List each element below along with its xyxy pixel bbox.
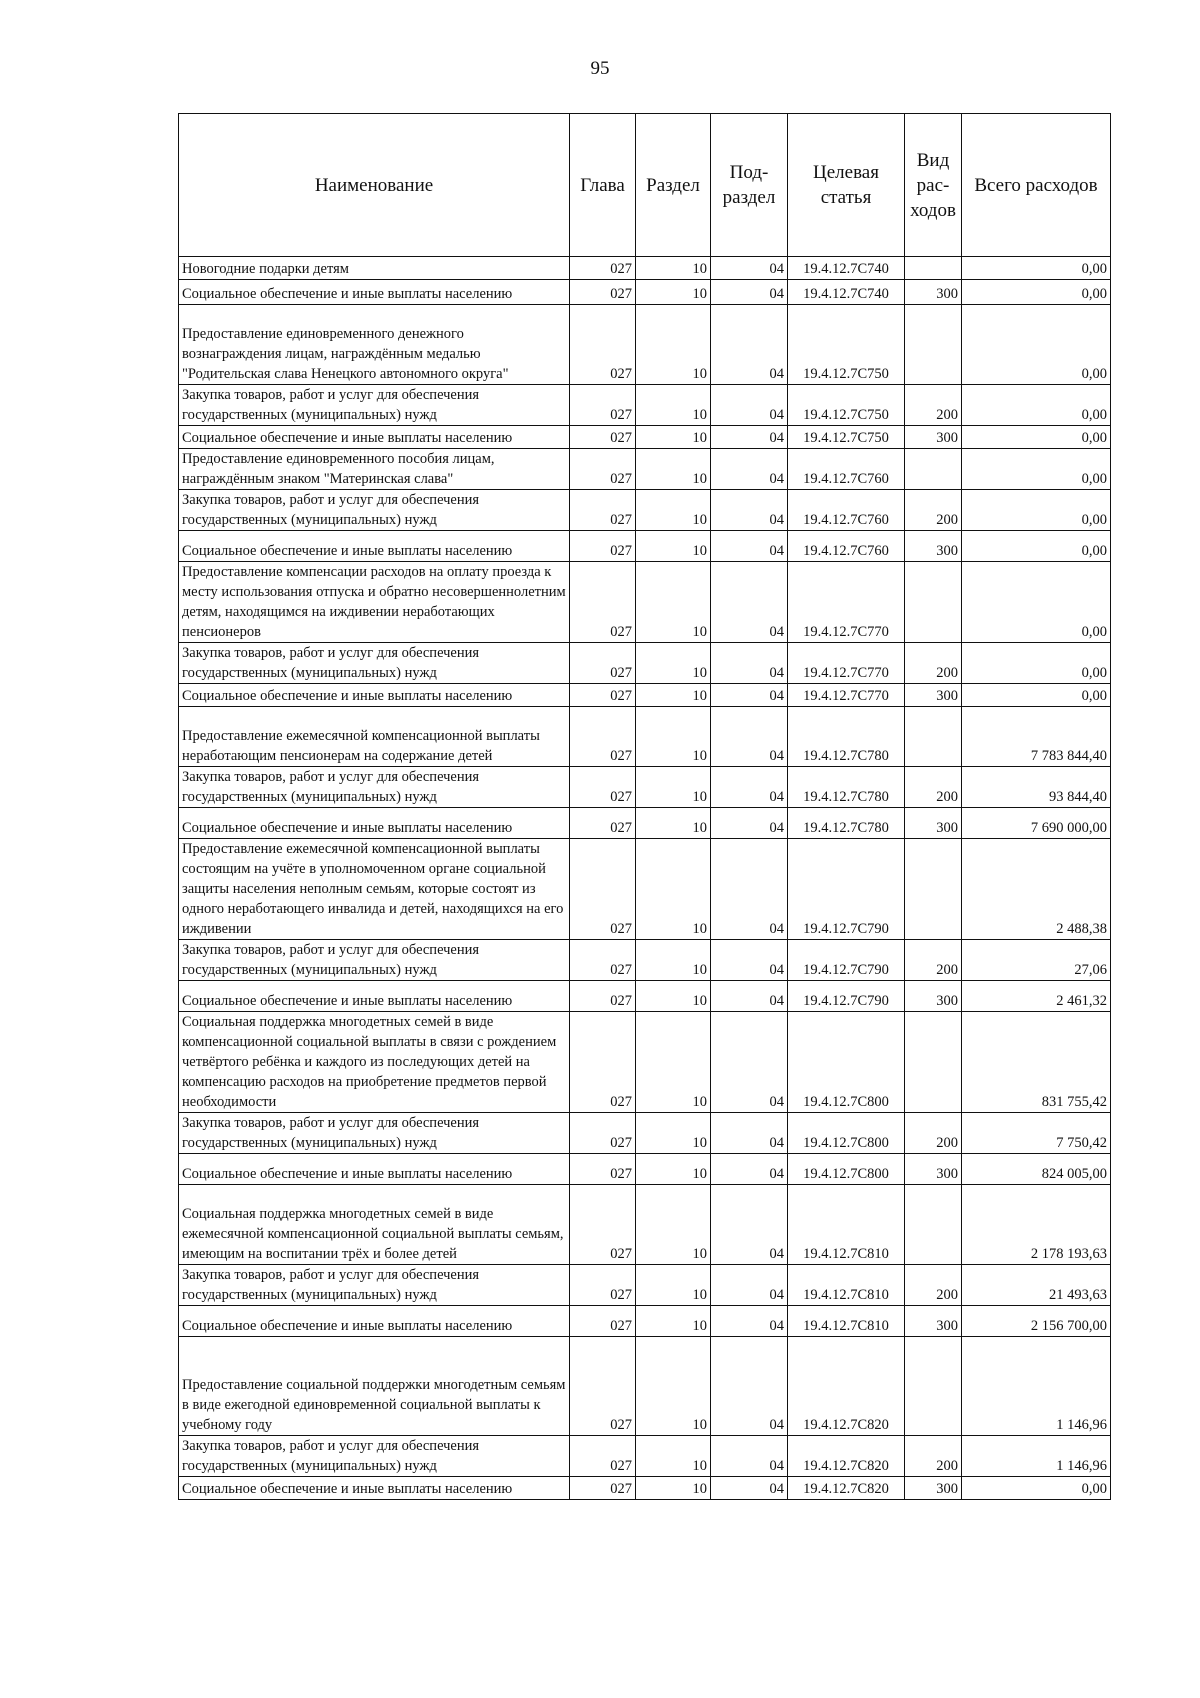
cell-glava: 027	[570, 257, 636, 280]
cell-total: 0,00	[962, 257, 1111, 280]
cell-total: 7 690 000,00	[962, 808, 1111, 839]
header-podrazdel: Под- раздел	[711, 114, 788, 257]
cell-celevaya: 19.4.12.7С810	[788, 1265, 905, 1306]
cell-total: 0,00	[962, 1477, 1111, 1500]
cell-celevaya: 19.4.12.7С780	[788, 707, 905, 767]
cell-vid: 300	[905, 531, 962, 562]
cell-total: 0,00	[962, 426, 1111, 449]
cell-celevaya: 19.4.12.7С820	[788, 1337, 905, 1436]
cell-vid: 200	[905, 490, 962, 531]
cell-glava: 027	[570, 449, 636, 490]
cell-podrazdel: 04	[711, 1185, 788, 1265]
header-row	[179, 114, 1111, 257]
cell-razdel: 10	[636, 426, 711, 449]
table-row	[179, 643, 1111, 684]
cell-name: Социальное обеспечение и иные выплаты населению	[179, 684, 570, 707]
cell-razdel: 10	[636, 981, 711, 1012]
cell-celevaya: 19.4.12.7С770	[788, 643, 905, 684]
cell-celevaya: 19.4.12.7С800	[788, 1154, 905, 1185]
cell-name: Социальное обеспечение и иные выплаты населению	[179, 1477, 570, 1500]
cell-celevaya: 19.4.12.7С740	[788, 280, 905, 305]
cell-name: Социальное обеспечение и иные выплаты населению	[179, 426, 570, 449]
cell-razdel: 10	[636, 808, 711, 839]
cell-total: 21 493,63	[962, 1265, 1111, 1306]
cell-name: Закупка товаров, работ и услуг для обеспечения государственных (муниципальных) нужд	[179, 490, 570, 531]
cell-celevaya: 19.4.12.7С810	[788, 1306, 905, 1337]
cell-podrazdel: 04	[711, 257, 788, 280]
header-vid: Вид рас- ходов	[905, 114, 962, 257]
table-row	[179, 305, 1111, 385]
cell-glava: 027	[570, 1113, 636, 1154]
cell-vid	[905, 257, 962, 280]
cell-glava: 027	[570, 1012, 636, 1113]
header-name: Наименование	[179, 114, 570, 257]
cell-name: Закупка товаров, работ и услуг для обеспечения государственных (муниципальных) нужд	[179, 940, 570, 981]
cell-glava: 027	[570, 981, 636, 1012]
cell-vid: 300	[905, 1154, 962, 1185]
cell-glava: 027	[570, 643, 636, 684]
cell-podrazdel: 04	[711, 562, 788, 643]
cell-podrazdel: 04	[711, 305, 788, 385]
cell-glava: 027	[570, 767, 636, 808]
cell-vid	[905, 1185, 962, 1265]
cell-razdel: 10	[636, 449, 711, 490]
cell-total: 824 005,00	[962, 1154, 1111, 1185]
cell-total: 0,00	[962, 490, 1111, 531]
cell-vid: 300	[905, 426, 962, 449]
cell-glava: 027	[570, 1306, 636, 1337]
table-row	[179, 1337, 1111, 1436]
cell-name: Социальное обеспечение и иные выплаты населению	[179, 1306, 570, 1337]
cell-glava: 027	[570, 426, 636, 449]
cell-celevaya: 19.4.12.7С780	[788, 808, 905, 839]
cell-podrazdel: 04	[711, 940, 788, 981]
table-row	[179, 562, 1111, 643]
cell-podrazdel: 04	[711, 839, 788, 940]
cell-vid: 200	[905, 767, 962, 808]
cell-name: Социальное обеспечение и иные выплаты населению	[179, 1154, 570, 1185]
cell-podrazdel: 04	[711, 684, 788, 707]
table-row	[179, 808, 1111, 839]
cell-razdel: 10	[636, 1306, 711, 1337]
cell-name: Социальная поддержка многодетных семей в виде ежемесячной компенсационной социальной выплаты семьям, имеющим на воспитании трёх и более детей	[179, 1185, 570, 1265]
cell-name: Социальное обеспечение и иные выплаты населению	[179, 531, 570, 562]
cell-razdel: 10	[636, 940, 711, 981]
cell-celevaya: 19.4.12.7С770	[788, 684, 905, 707]
cell-total: 27,06	[962, 940, 1111, 981]
cell-vid: 300	[905, 280, 962, 305]
cell-name: Предоставление ежемесячной компенсационной выплаты неработающим пенсионерам на содержание детей	[179, 707, 570, 767]
cell-vid	[905, 562, 962, 643]
cell-total: 1 146,96	[962, 1436, 1111, 1477]
cell-name: Закупка товаров, работ и услуг для обеспечения государственных (муниципальных) нужд	[179, 643, 570, 684]
cell-vid	[905, 1012, 962, 1113]
cell-glava: 027	[570, 808, 636, 839]
table-row	[179, 1265, 1111, 1306]
cell-razdel: 10	[636, 839, 711, 940]
cell-podrazdel: 04	[711, 808, 788, 839]
cell-glava: 027	[570, 280, 636, 305]
cell-celevaya: 19.4.12.7С820	[788, 1477, 905, 1500]
cell-podrazdel: 04	[711, 385, 788, 426]
cell-total: 2 178 193,63	[962, 1185, 1111, 1265]
cell-total: 0,00	[962, 305, 1111, 385]
cell-razdel: 10	[636, 1113, 711, 1154]
cell-celevaya: 19.4.12.7С780	[788, 767, 905, 808]
cell-name: Новогодние подарки детям	[179, 257, 570, 280]
cell-celevaya: 19.4.12.7С750	[788, 426, 905, 449]
cell-celevaya: 19.4.12.7С740	[788, 257, 905, 280]
cell-podrazdel: 04	[711, 1436, 788, 1477]
cell-glava: 027	[570, 940, 636, 981]
cell-name: Предоставление компенсации расходов на оплату проезда к месту использования отпуска и обратно несовершеннолетним детям, находящимся на иждивении неработающих пенсионеров	[179, 562, 570, 643]
cell-celevaya: 19.4.12.7С760	[788, 531, 905, 562]
cell-podrazdel: 04	[711, 1337, 788, 1436]
cell-vid	[905, 1337, 962, 1436]
cell-name: Закупка товаров, работ и услуг для обеспечения государственных (муниципальных) нужд	[179, 1436, 570, 1477]
cell-celevaya: 19.4.12.7С760	[788, 490, 905, 531]
cell-glava: 027	[570, 839, 636, 940]
cell-name: Предоставление единовременного денежного вознаграждения лицам, награждённым медалью "Родительская слава Ненецкого автономного округа"	[179, 305, 570, 385]
cell-total: 0,00	[962, 562, 1111, 643]
table-row	[179, 707, 1111, 767]
cell-vid	[905, 839, 962, 940]
cell-razdel: 10	[636, 707, 711, 767]
cell-vid: 300	[905, 1306, 962, 1337]
cell-razdel: 10	[636, 257, 711, 280]
cell-podrazdel: 04	[711, 981, 788, 1012]
cell-vid: 300	[905, 808, 962, 839]
cell-glava: 027	[570, 1185, 636, 1265]
cell-vid: 200	[905, 1113, 962, 1154]
cell-celevaya: 19.4.12.7С790	[788, 981, 905, 1012]
table-row	[179, 257, 1111, 280]
table-row	[179, 426, 1111, 449]
cell-podrazdel: 04	[711, 1477, 788, 1500]
cell-razdel: 10	[636, 490, 711, 531]
table-row	[179, 531, 1111, 562]
table-row	[179, 1436, 1111, 1477]
cell-total: 7 750,42	[962, 1113, 1111, 1154]
cell-glava: 027	[570, 1436, 636, 1477]
cell-vid: 200	[905, 1265, 962, 1306]
cell-name: Закупка товаров, работ и услуг для обеспечения государственных (муниципальных) нужд	[179, 1113, 570, 1154]
cell-celevaya: 19.4.12.7С810	[788, 1185, 905, 1265]
cell-razdel: 10	[636, 1265, 711, 1306]
header-glava: Глава	[570, 114, 636, 257]
cell-razdel: 10	[636, 643, 711, 684]
table-row	[179, 839, 1111, 940]
cell-name: Закупка товаров, работ и услуг для обеспечения государственных (муниципальных) нужд	[179, 385, 570, 426]
table-row	[179, 1185, 1111, 1265]
cell-glava: 027	[570, 562, 636, 643]
cell-name: Социальное обеспечение и иные выплаты населению	[179, 981, 570, 1012]
cell-vid: 300	[905, 1477, 962, 1500]
cell-total: 0,00	[962, 280, 1111, 305]
cell-name: Социальная поддержка многодетных семей в виде компенсационной социальной выплаты в связи с рождением четвёртого ребёнка и каждого из последующих детей на компенсацию расходов на приобретение предметов первой необходимости	[179, 1012, 570, 1113]
cell-total: 0,00	[962, 385, 1111, 426]
cell-total: 2 461,32	[962, 981, 1111, 1012]
cell-vid	[905, 305, 962, 385]
cell-razdel: 10	[636, 531, 711, 562]
cell-razdel: 10	[636, 280, 711, 305]
cell-glava: 027	[570, 531, 636, 562]
header-celevaya: Целевая статья	[788, 114, 905, 257]
cell-glava: 027	[570, 684, 636, 707]
table-row	[179, 1477, 1111, 1500]
budget-table	[178, 113, 1111, 1500]
table-row	[179, 280, 1111, 305]
cell-podrazdel: 04	[711, 490, 788, 531]
cell-glava: 027	[570, 1265, 636, 1306]
cell-celevaya: 19.4.12.7С820	[788, 1436, 905, 1477]
cell-name: Социальное обеспечение и иные выплаты населению	[179, 808, 570, 839]
cell-vid: 300	[905, 981, 962, 1012]
cell-podrazdel: 04	[711, 767, 788, 808]
cell-razdel: 10	[636, 1436, 711, 1477]
cell-total: 2 488,38	[962, 839, 1111, 940]
cell-name: Социальное обеспечение и иные выплаты населению	[179, 280, 570, 305]
cell-razdel: 10	[636, 1477, 711, 1500]
cell-razdel: 10	[636, 1154, 711, 1185]
header-total: Всего расходов	[962, 114, 1111, 257]
cell-razdel: 10	[636, 684, 711, 707]
cell-total: 1 146,96	[962, 1337, 1111, 1436]
cell-glava: 027	[570, 1337, 636, 1436]
cell-glava: 027	[570, 707, 636, 767]
table-row	[179, 940, 1111, 981]
cell-total: 831 755,42	[962, 1012, 1111, 1113]
cell-vid: 200	[905, 385, 962, 426]
cell-celevaya: 19.4.12.7С790	[788, 839, 905, 940]
cell-celevaya: 19.4.12.7С790	[788, 940, 905, 981]
cell-celevaya: 19.4.12.7С750	[788, 305, 905, 385]
cell-podrazdel: 04	[711, 449, 788, 490]
table-row	[179, 1306, 1111, 1337]
cell-total: 0,00	[962, 684, 1111, 707]
cell-vid	[905, 449, 962, 490]
cell-total: 0,00	[962, 449, 1111, 490]
cell-glava: 027	[570, 305, 636, 385]
table-row	[179, 490, 1111, 531]
cell-podrazdel: 04	[711, 426, 788, 449]
cell-razdel: 10	[636, 562, 711, 643]
cell-celevaya: 19.4.12.7С800	[788, 1113, 905, 1154]
cell-podrazdel: 04	[711, 643, 788, 684]
cell-glava: 027	[570, 490, 636, 531]
cell-total: 0,00	[962, 643, 1111, 684]
cell-podrazdel: 04	[711, 531, 788, 562]
cell-razdel: 10	[636, 1185, 711, 1265]
header-razdel: Раздел	[636, 114, 711, 257]
cell-podrazdel: 04	[711, 1265, 788, 1306]
cell-glava: 027	[570, 1477, 636, 1500]
cell-glava: 027	[570, 385, 636, 426]
table-row	[179, 1113, 1111, 1154]
cell-name: Предоставление единовременного пособия лицам, награждённым знаком "Материнская слава"	[179, 449, 570, 490]
cell-total: 0,00	[962, 531, 1111, 562]
cell-podrazdel: 04	[711, 1012, 788, 1113]
cell-total: 93 844,40	[962, 767, 1111, 808]
cell-vid: 200	[905, 643, 962, 684]
table-row	[179, 449, 1111, 490]
cell-razdel: 10	[636, 767, 711, 808]
cell-vid: 200	[905, 1436, 962, 1477]
cell-podrazdel: 04	[711, 1154, 788, 1185]
cell-celevaya: 19.4.12.7С800	[788, 1012, 905, 1113]
table-row	[179, 981, 1111, 1012]
cell-name: Закупка товаров, работ и услуг для обеспечения государственных (муниципальных) нужд	[179, 767, 570, 808]
cell-glava: 027	[570, 1154, 636, 1185]
cell-vid: 300	[905, 684, 962, 707]
cell-razdel: 10	[636, 1337, 711, 1436]
table-row	[179, 385, 1111, 426]
table-row	[179, 684, 1111, 707]
cell-podrazdel: 04	[711, 707, 788, 767]
cell-celevaya: 19.4.12.7С760	[788, 449, 905, 490]
table-row	[179, 1154, 1111, 1185]
cell-razdel: 10	[636, 385, 711, 426]
cell-total: 2 156 700,00	[962, 1306, 1111, 1337]
cell-celevaya: 19.4.12.7С770	[788, 562, 905, 643]
cell-vid	[905, 707, 962, 767]
cell-razdel: 10	[636, 305, 711, 385]
cell-podrazdel: 04	[711, 280, 788, 305]
page-number: 95	[590, 58, 610, 79]
cell-vid: 200	[905, 940, 962, 981]
cell-razdel: 10	[636, 1012, 711, 1113]
cell-name: Закупка товаров, работ и услуг для обеспечения государственных (муниципальных) нужд	[179, 1265, 570, 1306]
table-row	[179, 1012, 1111, 1113]
cell-podrazdel: 04	[711, 1113, 788, 1154]
table-row	[179, 767, 1111, 808]
cell-total: 7 783 844,40	[962, 707, 1111, 767]
cell-podrazdel: 04	[711, 1306, 788, 1337]
cell-name: Предоставление ежемесячной компенсационной выплаты состоящим на учёте в уполномоченном органе социальной защиты населения неполным семьям, которые состоят из одного неработающего инвалида и детей, находящихся на его иждивении	[179, 839, 570, 940]
cell-celevaya: 19.4.12.7С750	[788, 385, 905, 426]
cell-name: Предоставление социальной поддержки многодетным семьям в виде ежегодной единовременной социальной выплаты к учебному году	[179, 1337, 570, 1436]
